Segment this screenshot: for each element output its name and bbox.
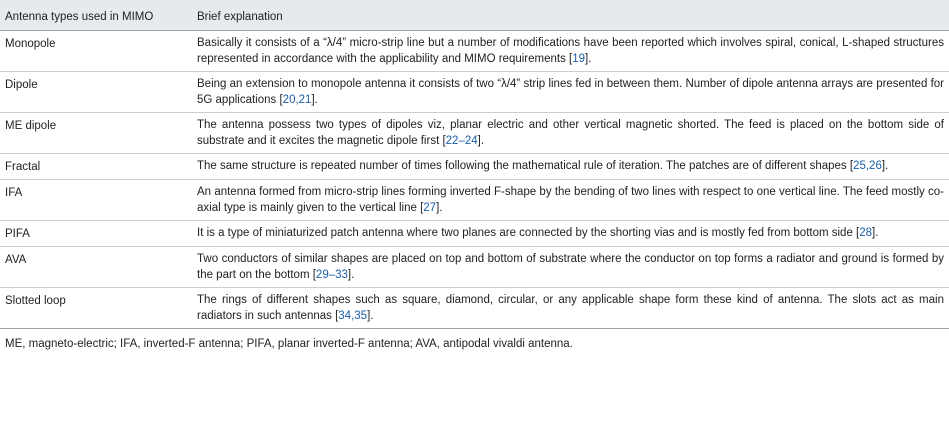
- antenna-type-cell: Dipole: [0, 72, 192, 113]
- explanation-text: Two conductors of similar shapes are placed on top and bottom of substrate where the conductor on top forms a radiator and ground is formed by the part on the bottom [: [197, 253, 944, 281]
- explanation-cell: [192, 113, 949, 154]
- explanation-tail: ].: [367, 310, 374, 322]
- reference-link[interactable]: 28: [859, 227, 873, 239]
- explanation-text: Being an extension to monopole antenna it consists of two “λ/4” strip lines fed in between them. Number of dipole antenna arrays are presented for 5G applications [: [197, 78, 944, 106]
- explanation-tail: ].: [436, 202, 443, 214]
- table-footnote: ME, magneto-electric; IFA, inverted-F antenna; PIFA, planar inverted-F antenna; AVA, antipodal vivaldi antenna.: [5, 338, 573, 350]
- explanation-cell: [192, 247, 949, 288]
- reference-link[interactable]: 29–33: [315, 269, 348, 281]
- antenna-type-cell: Slotted loop: [0, 288, 192, 329]
- antenna-type-cell: PIFA: [0, 221, 192, 247]
- antenna-type-cell: AVA: [0, 247, 192, 288]
- antenna-type-cell: Fractal: [0, 154, 192, 180]
- reference-link[interactable]: 20,21: [282, 94, 312, 106]
- explanation-cell: [192, 180, 949, 221]
- table-row: [0, 247, 949, 288]
- explanation-tail: ].: [347, 269, 355, 281]
- table-row: [0, 180, 949, 221]
- header-brief-explanation: Brief explanation: [192, 0, 949, 31]
- explanation-cell: [192, 154, 949, 180]
- antenna-type-cell: IFA: [0, 180, 192, 221]
- antenna-type-cell: Monopole: [0, 31, 192, 72]
- table-header-row: [0, 0, 949, 31]
- explanation-text: It is a type of miniaturized patch antenna where two planes are connected by the shorting vias and is mostly fed from bottom side [: [197, 227, 860, 239]
- reference-link[interactable]: 34,35: [338, 310, 368, 322]
- explanation-cell: [192, 288, 949, 329]
- reference-link[interactable]: 22–24: [445, 135, 478, 147]
- reference-link[interactable]: 19: [572, 53, 586, 65]
- explanation-text: An antenna formed from micro-strip lines forming inverted F-shape by the bending of two lines with respect to one vertical line. The feed mostly co-axial type is mainly given to the vertical line [: [197, 186, 944, 214]
- explanation-tail: ].: [311, 94, 318, 106]
- table-row: [0, 31, 949, 72]
- table-row: [0, 72, 949, 113]
- explanation-cell: [192, 31, 949, 72]
- table-row: [0, 288, 949, 329]
- explanation-tail: ].: [872, 227, 879, 239]
- table-row: [0, 113, 949, 154]
- explanation-tail: ].: [477, 135, 485, 147]
- table-body: [0, 31, 949, 329]
- reference-link[interactable]: 27: [423, 202, 437, 214]
- explanation-text: The antenna possess two types of dipoles viz, planar electric and other vertical magnetic shorted. The feed is placed on the bottom side of substrate and it excites the magnetic dipole first [: [197, 119, 944, 147]
- explanation-cell: [192, 221, 949, 247]
- explanation-tail: ].: [585, 53, 592, 65]
- header-antenna-types: Antenna types used in MIMO: [0, 0, 192, 31]
- table-row: [0, 154, 949, 180]
- antenna-type-cell: ME dipole: [0, 113, 192, 154]
- explanation-text: Basically it consists of a “λ/4” micro-strip line but a number of modifications have been reported which involves spiral, conical, L-shaped structures represented in accordance with the applicability and MIMO requirements [: [197, 37, 944, 65]
- explanation-cell: [192, 72, 949, 113]
- table-row: [0, 221, 949, 247]
- explanation-text: The same structure is repeated number of times following the mathematical rule of iteration. The patches are of different shapes [: [197, 160, 854, 172]
- explanation-text: The rings of different shapes such as square, diamond, circular, or any applicable shape form these kind of antenna. The slots act as main radiators in such antennas [: [197, 294, 944, 322]
- explanation-tail: ].: [881, 160, 889, 172]
- reference-link[interactable]: 25,26: [853, 160, 882, 172]
